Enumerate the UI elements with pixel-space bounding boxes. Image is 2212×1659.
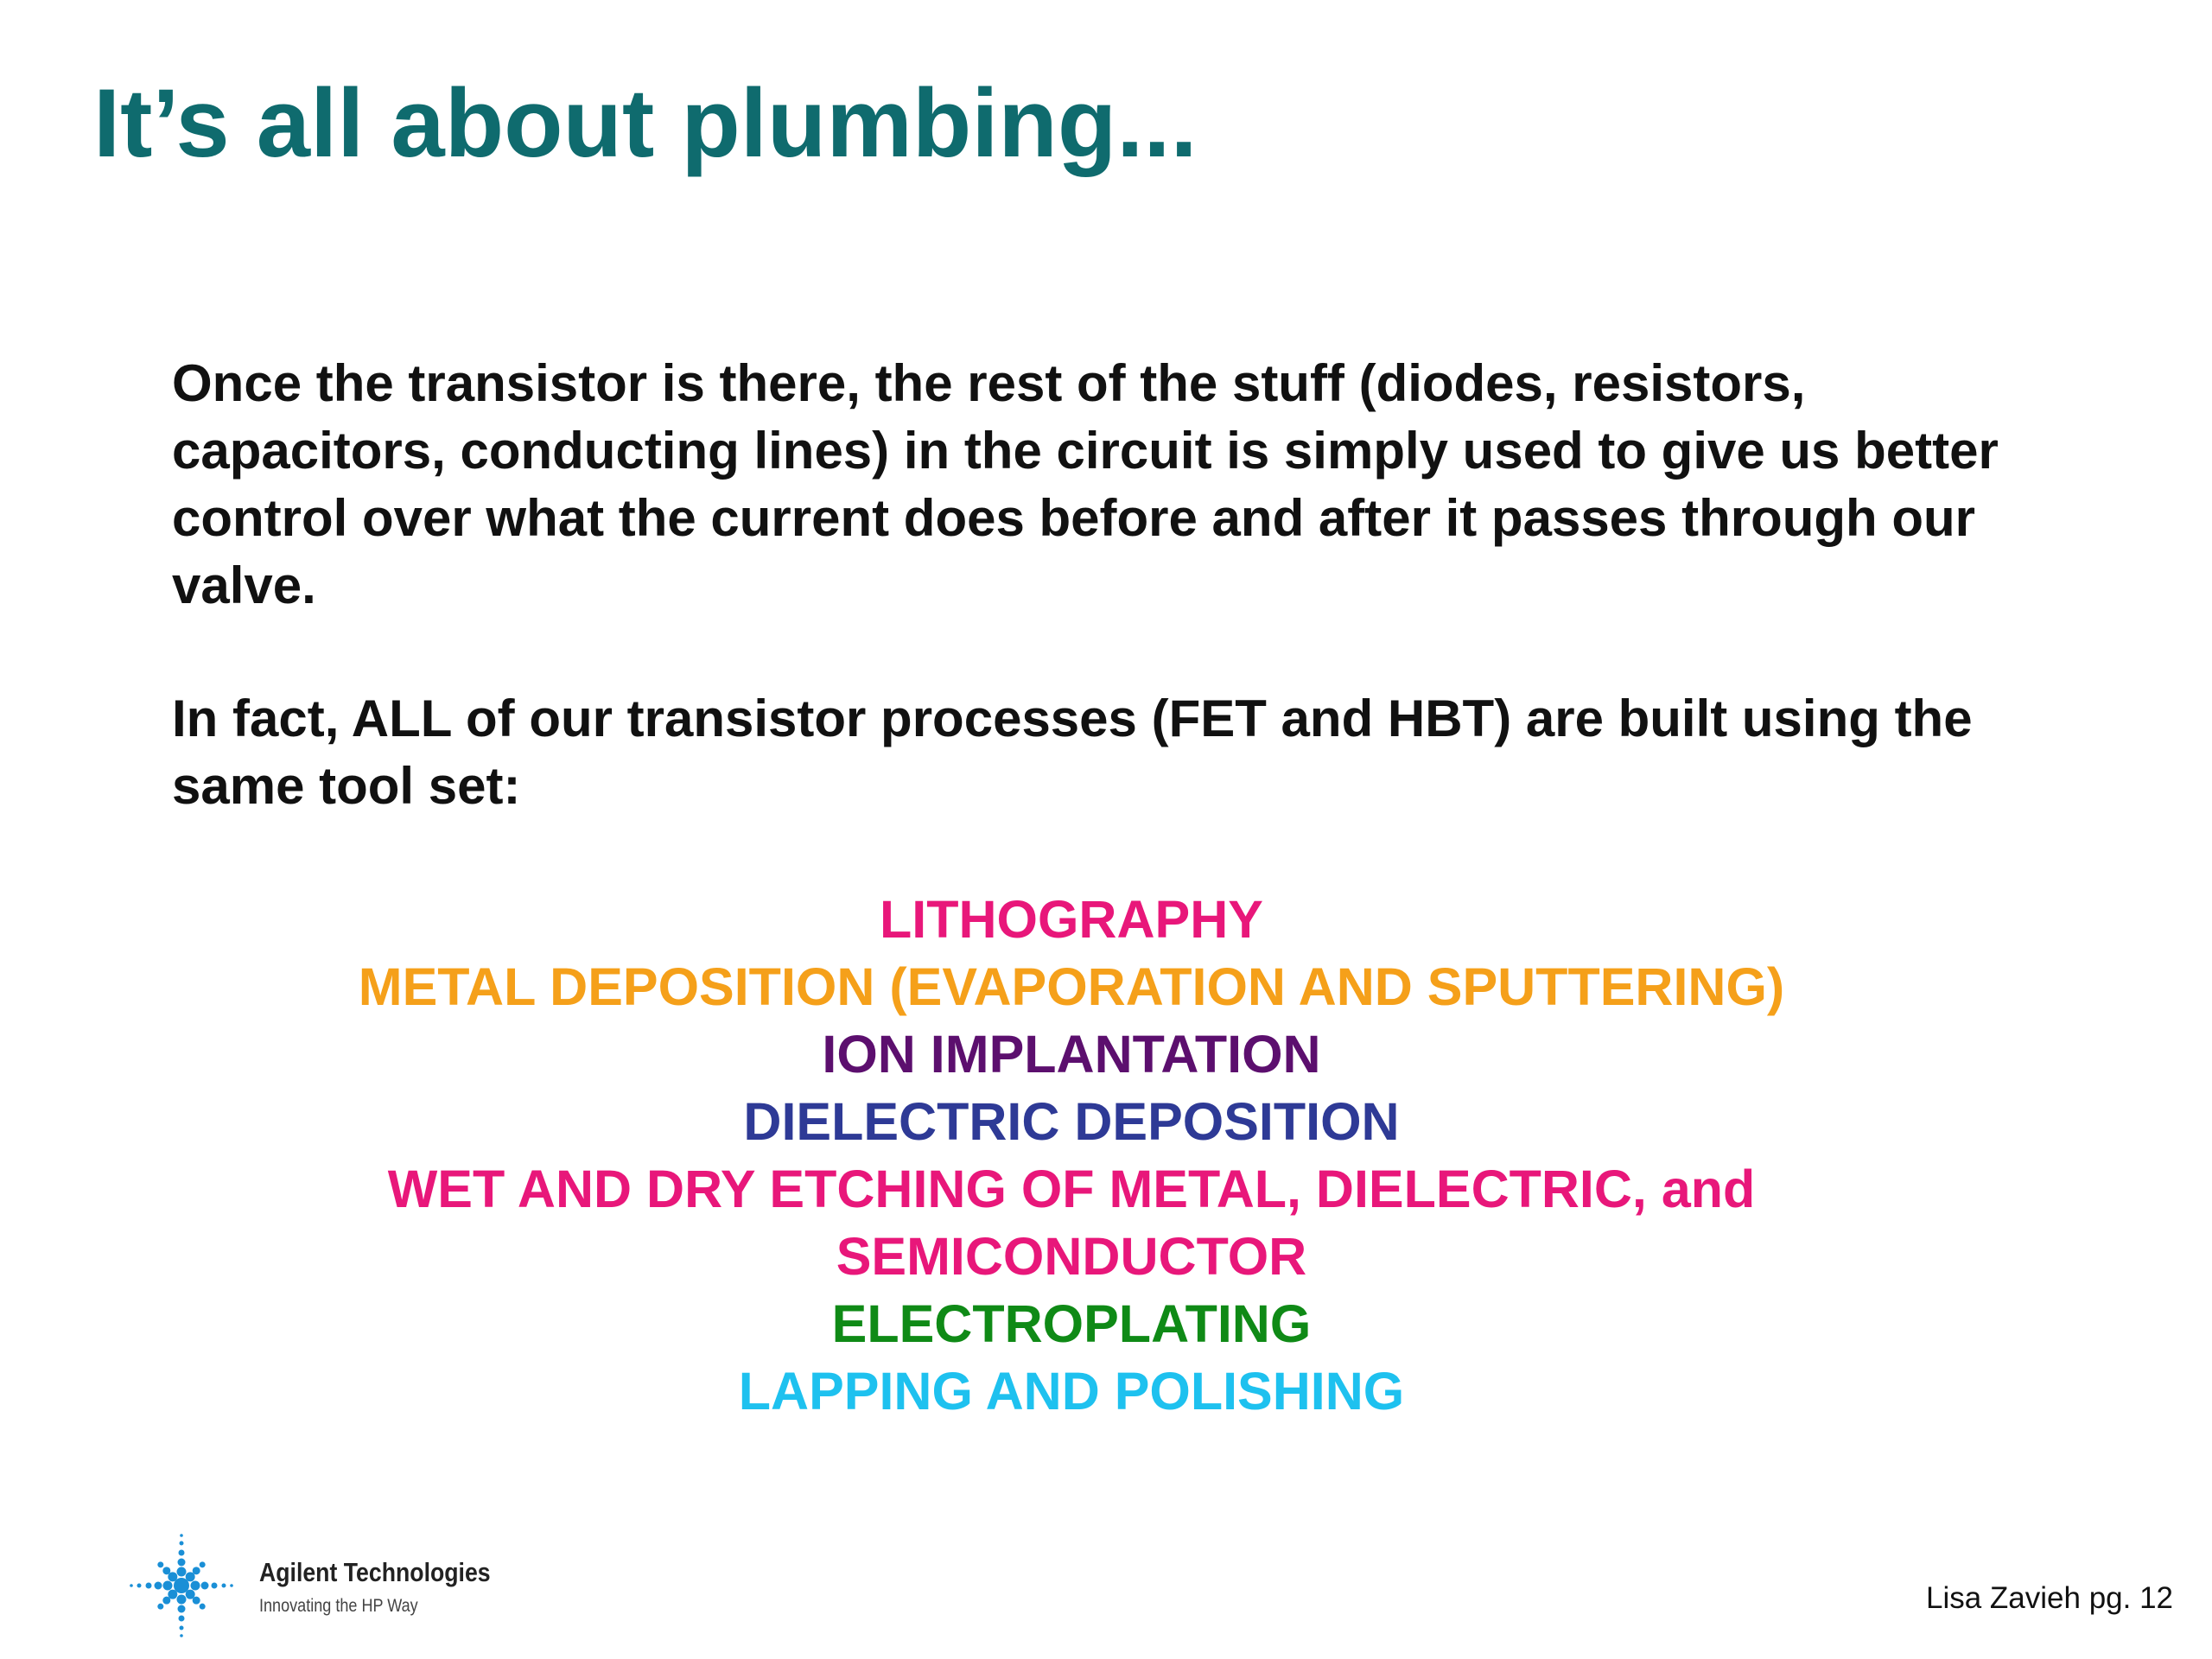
spark-dot (137, 1584, 142, 1588)
tool-list (0, 886, 2143, 1425)
spark-dot (179, 1550, 185, 1556)
tool-item-etching-continued: SEMICONDUCTOR (836, 1227, 1307, 1286)
agilent-logo (130, 1529, 544, 1642)
tool-item-lithography: LITHOGRAPHY (880, 890, 1263, 949)
tool-item-lapping-polishing: LAPPING AND POLISHING (738, 1362, 1405, 1421)
spark-dot (180, 1534, 183, 1537)
spark-dot (191, 1581, 200, 1591)
spark-dot (193, 1597, 200, 1605)
spark-dot (180, 1541, 184, 1546)
author-page-number: Lisa Zavieh pg. 12 (1925, 1581, 2173, 1615)
spark-dot (146, 1583, 152, 1589)
tool-item-etching: WET AND DRY ETCHING OF METAL, DIELECTRIC, and (387, 1160, 1756, 1218)
tool-item-dielectric-deposition: DIELECTRIC DEPOSITION (743, 1092, 1400, 1151)
spark-dot (155, 1582, 162, 1590)
spark-dot (157, 1561, 163, 1567)
spark-dot (180, 1626, 184, 1630)
tool-item-metal-deposition: METAL DEPOSITION (EVAPORATION AND SPUTTERING) (358, 957, 1785, 1016)
spark-dot (180, 1634, 183, 1637)
spark-dot (193, 1567, 200, 1574)
spark-dot (212, 1583, 218, 1589)
spark-dot (157, 1604, 163, 1610)
body-paragraph-tool-set: In fact, ALL of our transistor processes (FET and HBT) are built using the same tool set: (172, 690, 1973, 815)
spark-dot (178, 1605, 186, 1613)
slide-title: It’s all about plumbing... (93, 69, 1198, 177)
spark-dot (162, 1597, 170, 1605)
logo-tagline: Innovating the HP Way (259, 1596, 418, 1616)
spark-dot (200, 1561, 206, 1567)
spark-dot (130, 1584, 133, 1587)
spark-dot (179, 1616, 185, 1622)
spark-dot (200, 1604, 206, 1610)
tool-item-ion-implantation: ION IMPLANTATION (822, 1025, 1321, 1084)
spark-dot (177, 1567, 187, 1577)
agilent-spark-icon (130, 1529, 233, 1642)
spark-dot (201, 1582, 209, 1590)
logo-company-name: Agilent Technologies (259, 1557, 491, 1587)
spark-dot (230, 1584, 233, 1587)
body-paragraph-transistor: Once the transistor is there, the rest of the stuff (diodes, resistors, capacitors, conducting lines) in the circuit is simply used to give us better control over what the current does before and after it passes through our valve. (172, 354, 1999, 614)
spark-dot (162, 1567, 170, 1574)
spark-dot (163, 1581, 173, 1591)
tool-item-electroplating: ELECTROPLATING (831, 1294, 1312, 1353)
spark-dot (178, 1559, 186, 1567)
spark-dot (177, 1595, 187, 1605)
spark-dot (222, 1584, 226, 1588)
